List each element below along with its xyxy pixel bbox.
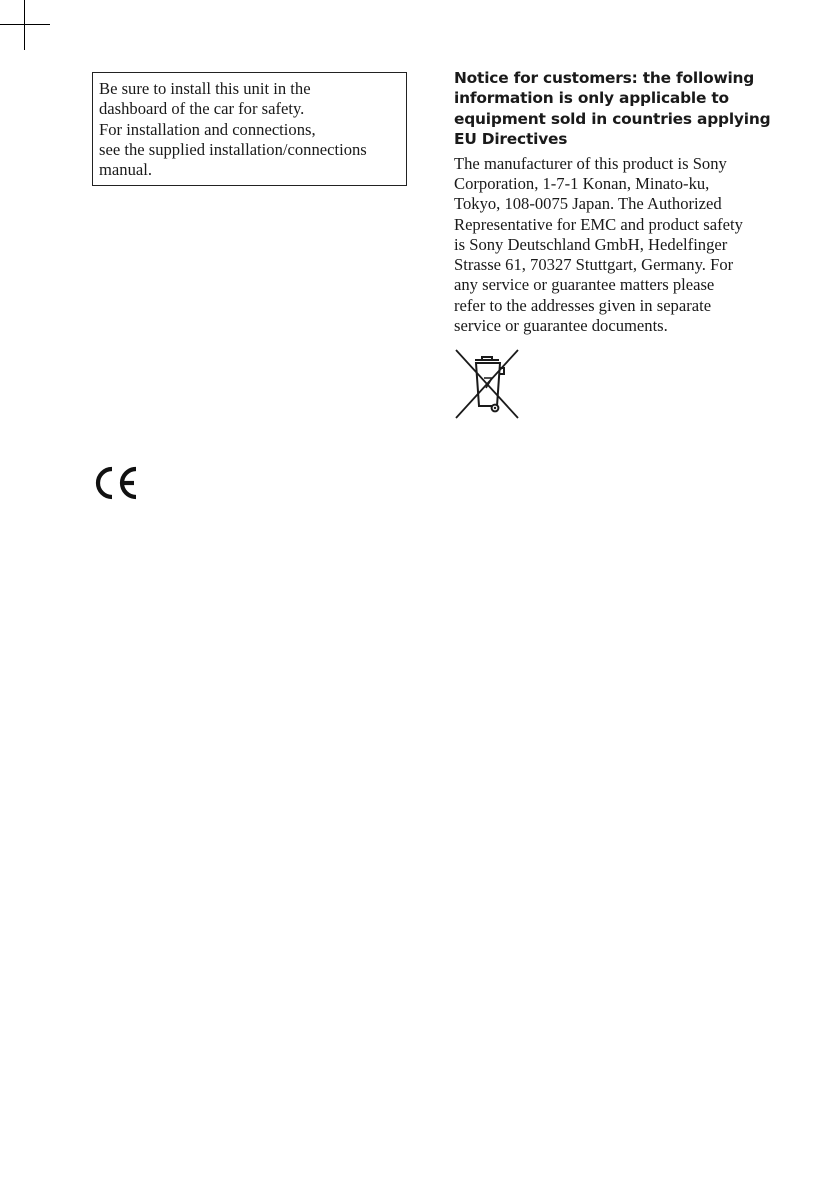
installation-notice-line: dashboard of the car for safety. — [99, 99, 305, 119]
installation-notice-line: Be sure to install this unit in the — [99, 79, 311, 98]
eu-notice-heading-line: equipment sold in countries applying — [454, 109, 771, 128]
eu-notice-body-line: any service or guarantee matters please — [454, 275, 715, 295]
eu-notice-body-line: Representative for EMC and product safety — [454, 214, 743, 234]
eu-notice-heading — [454, 68, 774, 150]
eu-notice-body-line: service or guarantee documents. — [454, 316, 668, 335]
eu-notice-body-line: Tokyo, 108-0075 Japan. The Authorized — [454, 194, 722, 214]
ce-mark-icon — [92, 465, 140, 501]
installation-notice-line: manual. — [99, 160, 152, 180]
crop-mark-vertical — [24, 0, 25, 50]
eu-notice-body-line: Strasse 61, 70327 Stuttgart, Germany. For — [454, 255, 734, 275]
eu-notice-heading-line: EU Directives — [454, 130, 568, 149]
installation-notice-line: For installation and connections, — [99, 119, 316, 139]
eu-notice-body-line: Corporation, 1-7-1 Konan, Minato-ku, — [454, 173, 710, 193]
eu-notice-body-line: refer to the addresses given in separate — [454, 295, 712, 315]
crossed-out-wheelie-bin-icon — [454, 348, 520, 420]
eu-notice-body — [454, 154, 774, 337]
crop-mark-horizontal — [0, 24, 50, 25]
installation-notice-line: see the supplied installation/connections — [99, 139, 367, 159]
eu-notice-body-line: The manufacturer of this product is Sony — [454, 153, 727, 173]
installation-notice-box — [92, 72, 407, 186]
eu-notice-body-line: is Sony Deutschland GmbH, Hedelfinger — [454, 234, 728, 254]
eu-notice-heading-line: information is only applicable to — [454, 89, 729, 108]
eu-notice-section — [454, 68, 774, 336]
eu-notice-heading-line: Notice for customers: the following — [454, 69, 755, 87]
